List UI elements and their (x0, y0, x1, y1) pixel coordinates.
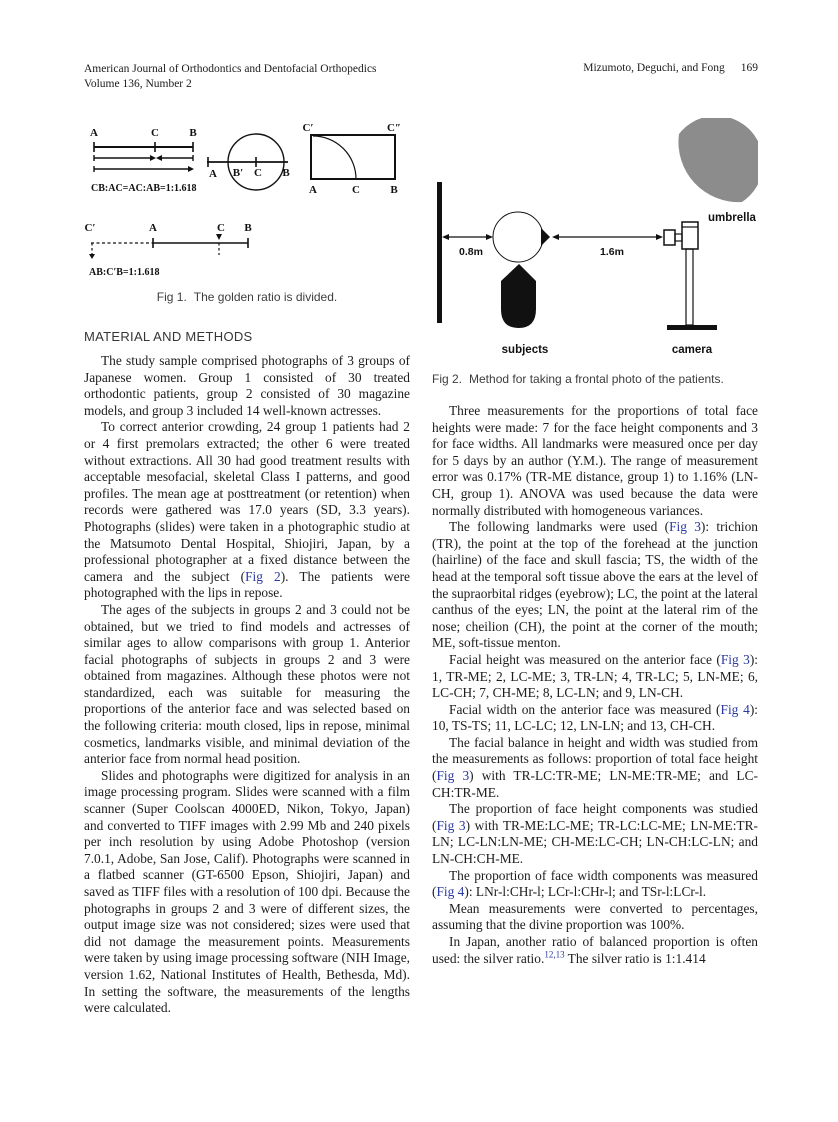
diagram-label: B (390, 184, 398, 196)
wall-shape (437, 182, 442, 323)
figure-reference-link[interactable]: Fig 3 (720, 651, 750, 667)
diagram-label: C (254, 167, 262, 179)
paragraph (432, 652, 758, 702)
text-segment: Three measurements for the proportions of total face heights were made: 7 for the face height components and 3 for face widths. All landmarks were measured once per day for 5 days by an author (Y.M.). The range of measurement error was 0.17% (TR-ME distance, group 1) to 1.16% (LN-CH, group 1). ANOVA was used because the data were normally distributed with homogeneous variances. (432, 403, 758, 518)
diagram-label: B (189, 127, 197, 139)
distance-arrow-camera (552, 234, 663, 240)
paragraph (432, 901, 758, 934)
text-segment: The following landmarks were used ( (449, 519, 670, 535)
paragraph (84, 768, 410, 1017)
paragraph (432, 801, 758, 867)
paragraph (432, 702, 758, 735)
diagram-label: B (244, 222, 252, 234)
right-column-text (432, 403, 758, 967)
golden-rectangle-diagram (302, 122, 401, 196)
paragraph (432, 403, 758, 519)
paragraph (432, 868, 758, 901)
figure-reference-link[interactable]: Fig 3 (436, 768, 470, 784)
text-segment: To correct anterior crowding, 24 group 1 patients had 2 or 4 first premolars extracted; the other 6 were treated without extractions. All 30 had good treatment results with acceptable mesofacial, skeletal Class I patterns, and good profiles. The mean age at posttreatment (or retention) when records were gathered was 17.0 years (SD, 3.3 years). Photographs (slides) were taken in a photographic studio at the Matsumoto Dental Hospital, Shiojiri, Japan, by a professional photographer at a fixed distance between the camera and the subject ( (84, 419, 410, 584)
subjects-label: subjects (501, 344, 549, 356)
figure-reference-link[interactable]: Fig 3 (669, 519, 701, 535)
text-segment: The ages of the subjects in groups 2 and 3 could not be obtained, but we tried to find models and actresses of similar ages to allow comparisons with group 1. Anterior facial photographs of subjects in groups 2 and 3 were obtained from magazines. Although these photos were not standardized, each was suitable for measuring the proportions of the anterior face and was selected based on the following criteria: mouth closed, lips in repose, minimal cosmetics, landmarks visible, and minimal deviation of the anterior face from normal head position. (84, 601, 410, 767)
wall-distance-label: 0.8m (459, 246, 483, 258)
paragraph (84, 353, 410, 419)
diagram-label: A (90, 127, 98, 139)
diagram-label: B′ (232, 167, 244, 179)
text-segment: Slides and photographs were digitized for analysis in an image processing program. Slides were scanned with a film scanner (Super Coolscan 4000ED, Nikon, Tokyo, Japan) and converted to TIFF images with 2.99 Mb and 240 pixels per inch resolution by using Adobe Photoshop (version 7.0.1, Adobe, San Jose, Calif). Photographs were scanned in a flatbed scanner (GT-6500 Epson, Shiojiri, Japan) and saved as TIFF files with a resolution of 100 dpi. Because the photographs in groups 2 and 3 were of different sizes, the output image size was not considered; sizes were used that did not damage the measurement points. Measurements were taken by using image processing software (NIH Image, version 1.62, National Institutes of Health, Bethesda, Md). In setting the software, the measurements of the lengths were calculated. (84, 767, 410, 1016)
text-segment: ). The patients were photographed with the lips in repose. (84, 568, 410, 601)
text-segment: In Japan, another ratio of balanced proportion is often used: the silver ratio. (432, 934, 758, 966)
figure-2-photo-setup-diagram (432, 118, 758, 362)
paragraph (432, 735, 758, 801)
distance-arrow-wall (442, 234, 493, 240)
authors: Mizumoto, Deguchi, and Fong (583, 62, 725, 74)
text-segment: ) with TR-ME:LC-ME; TR-LC:LC-ME; LN-ME:TR-LN; LC-LN:LN-ME; CH-ME:LC-CH; LN-CH:LC-LN; and LN-CH:CH-ME. (432, 817, 759, 867)
figure-reference-link[interactable]: Fig 3 (436, 817, 466, 833)
silver-ratio-formula: AB:C′B=1:1.618 (89, 267, 160, 278)
silver-ratio-segment-diagram (84, 222, 252, 278)
citation-reference-link[interactable]: 12,13 (544, 949, 565, 960)
text-segment: Facial width on the anterior face was measured ( (449, 701, 721, 717)
text-segment: ): 10, TS-TS; 11, LC-LC; 12, LN-LN; and 13, CH-CH. (432, 701, 758, 734)
diagram-label: A (149, 222, 157, 234)
left-column (84, 118, 410, 1017)
diagram-label: C′ (84, 222, 96, 234)
figure-reference-link[interactable]: Fig 4 (720, 701, 750, 717)
text-segment: The facial balance in height and width was studied from the measurements as follows: proportion of total face height ( (432, 734, 758, 784)
golden-ratio-circle-diagram (207, 134, 290, 190)
figure-1-golden-ratio-diagram (79, 118, 414, 284)
journal-issue: Volume 136, Number 2 (84, 77, 192, 90)
figure-2-caption-text: Method for taking a frontal photo of the patients. (469, 372, 724, 386)
figure-reference-link[interactable]: Fig 2 (245, 568, 281, 584)
diagram-label: C (217, 222, 225, 234)
text-segment: ): 1, TR-ME; 2, LC-ME; 3, TR-LN; 4, TR-LC; 5, LN-ME; 6, LC-CH; 7, CH-ME; 8, LC-LN; and 9, LN-CH. (432, 651, 758, 701)
diagram-label: A (309, 184, 317, 196)
section-heading: MATERIAL AND METHODS (84, 329, 253, 344)
text-segment: Facial height was measured on the anterior face ( (449, 651, 721, 667)
golden-section-segment-diagram (90, 127, 197, 194)
camera-distance-label: 1.6m (600, 246, 624, 258)
figure-2-caption (432, 372, 758, 387)
paragraph (84, 419, 410, 602)
figure-1-caption-text: The golden ratio is divided. (193, 290, 338, 304)
golden-ratio-formula: CB:AC=AC:AB=1:1.618 (91, 183, 197, 194)
text-segment: The proportion of face width components was measured ( (432, 867, 758, 900)
page-number: 169 (740, 62, 758, 74)
camera-tripod-shape (664, 222, 717, 330)
text-segment: ): trichion (TR), the point at the top of the forehead at the junction (hairline) of the face and skull fascia; TS, the width of the head at the temporal soft tissue above the ears at the level of the supraorbital ridges (eyebrow); LC, the point at the lateral canthus of the eyes; LN, the point at the lateral rim of the nose; cheilion (CH), the point at the corner of the mouth; ME, soft-tissue menton. (432, 519, 759, 651)
text-segment: Mean measurements were converted to percentages, assuming that the divine proportion was 100%. (432, 900, 758, 933)
left-column-text (84, 353, 410, 1017)
text-segment: The proportion of face height components was studied ( (432, 801, 758, 833)
figure-2-caption-label: Fig 2. (432, 372, 463, 386)
text-segment: ) with TR-LC:TR-ME; LN-ME:TR-ME; and LC-CH:TR-ME. (432, 768, 758, 800)
umbrella-shape (678, 118, 758, 202)
paragraph (432, 519, 758, 652)
figure-1-caption-label: Fig 1. (156, 290, 187, 304)
umbrella-label: umbrella (708, 212, 756, 224)
text-segment: The silver ratio is 1:1.414 (564, 950, 706, 966)
text-segment: ): LNr-l:CHr-l; LCr-l:CHr-l; and TSr-l:LCr-l. (464, 884, 707, 900)
figure-reference-link[interactable]: Fig 4 (436, 884, 465, 900)
diagram-label: C (352, 184, 360, 196)
paragraph (432, 934, 758, 967)
running-head-right (432, 62, 758, 74)
journal-title: American Journal of Orthodontics and Dentofacial Orthopedics (84, 63, 377, 75)
diagram-label: C′ (302, 122, 314, 134)
diagram-label: C″ (386, 122, 402, 134)
diagram-label: B (282, 167, 290, 179)
paragraph (84, 602, 410, 768)
diagram-label: C (151, 127, 159, 139)
diagram-label: A (209, 168, 217, 180)
camera-label: camera (671, 344, 713, 356)
text-segment: The study sample comprised photographs of 3 groups of Japanese women. Group 1 consisted of 30 treated orthodontic patients, group 2 consisted of 30 magazine models, and group 3 included 14 well-known actresses. (84, 353, 410, 418)
running-head-left (84, 62, 377, 91)
subject-figure (493, 212, 550, 328)
figure-1-caption (84, 290, 410, 305)
right-column (432, 118, 758, 967)
